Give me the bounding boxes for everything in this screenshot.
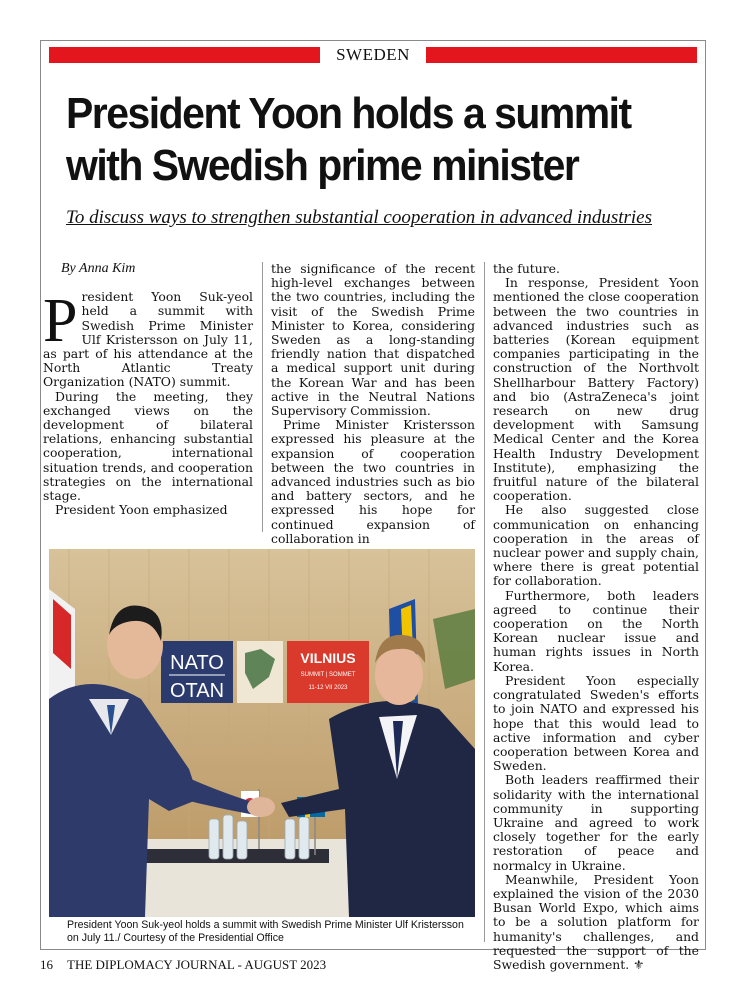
- drop-cap: P: [43, 287, 78, 356]
- headline-line-2: with Swedish prime minister: [66, 141, 579, 190]
- headline: [66, 88, 652, 192]
- page-number: 16: [40, 957, 53, 972]
- paragraph: President Yoon especially congratulated Sweden's efforts to join NATO and expressed his hope that this would lead to active information and cyber cooperation between Korea and Sweden.: [493, 672, 699, 774]
- publication-name: THE DIPLOMACY JOURNAL - AUGUST 2023: [67, 957, 327, 972]
- paragraph: [43, 287, 253, 390]
- page-footer: [40, 957, 340, 973]
- article-column-1: [43, 262, 253, 517]
- section-bar-left: [49, 47, 320, 63]
- section-label: SWEDEN: [336, 45, 410, 64]
- banner-otan-text: OTAN: [169, 680, 225, 702]
- summit-photo: [49, 549, 475, 917]
- column-divider: [262, 262, 263, 532]
- paragraph: He also suggested close communication on enhancing cooperation in the areas of nuclear power and supply chain, where there is great potential for collaboration.: [493, 502, 699, 589]
- headline-line-1: President Yoon holds a summit: [66, 89, 631, 138]
- paragraph: During the meeting, they exchanged views on the development of bilateral relations, enhancing substantial cooperation, international situation trends, and cooperation strategies on the international stage.: [43, 388, 253, 504]
- end-mark-icon: ⚜: [633, 956, 645, 972]
- banner-summit-text: SUMMIT | SOMMET: [300, 672, 356, 678]
- column-divider: [484, 262, 485, 942]
- article-column-2: [271, 262, 475, 546]
- byline: By Anna Kim: [61, 261, 136, 276]
- paragraph: the future.: [493, 261, 560, 276]
- paragraph: the significance of the recent high-level exchanges between the two countries, including the visit of the Swedish Prime Minister to Korea, considering Sweden as a long-standing friendly nation that dispatched a medical support unit during the Korean War and has been active in the Neutral Nations Supervisory Commission.: [271, 261, 475, 419]
- paragraph-text: resident Yoon Suk-yeol held a summit with Swedish Prime Minister Ulf Kristersson on July 11, as part of his attendance at the North Atlantic Treaty Organization (NATO) summit.: [43, 289, 253, 390]
- paragraph: [493, 873, 699, 972]
- section-header: [49, 46, 697, 64]
- paragraph: Furthermore, both leaders agreed to continue their cooperation on the North Korean nuclear issue and human rights issues in North Korea.: [493, 587, 699, 674]
- section-bar-right: [426, 47, 697, 63]
- photo-caption: President Yoon Suk-yeol holds a summit with Swedish Prime Minister Ulf Kristersson on July 11./ Courtesy of the Presidential Office: [67, 919, 464, 944]
- paragraph: Prime Minister Kristersson expressed his pleasure at the expansion of cooperation between the two countries in advanced industries such as bio and battery sectors, and he expressed his hope for continued expansion of collaboration in: [271, 417, 475, 546]
- banner-vilnius-text: VILNIUS: [300, 650, 356, 666]
- paragraph: Both leaders reaffirmed their solidarity with the international community in supporting Ukraine and agreed to work closely together for the early restoration of peace and normalcy in Ukraine.: [493, 772, 699, 873]
- banner-date-text: 11-12 VII 2023: [308, 685, 348, 691]
- paragraph: President Yoon emphasized: [55, 502, 228, 518]
- article-column-3: [493, 262, 699, 972]
- paragraph: In response, President Yoon mentioned the close cooperation between the two countries in advanced industries such as batteries (Korean equipment companies participating in the construction of the Northvolt Shellharbour Battery Factory) and bio (AstraZeneca's joint research on new drug development with Samsung Medical Center and the Korea Health Industry Development Institute), emphasizing the fruitful nature of the bilateral cooperation.: [493, 275, 699, 504]
- subheadline: To discuss ways to strengthen substantial cooperation in advanced industries: [66, 207, 653, 228]
- banner-nato-text: NATO: [170, 652, 224, 674]
- paragraph-text: Meanwhile, President Yoon explained the vision of the 2030 Busan World Expo, which aims to be a solution platform for humanity's challenges, and requested the support of the Swedish government.: [493, 871, 699, 972]
